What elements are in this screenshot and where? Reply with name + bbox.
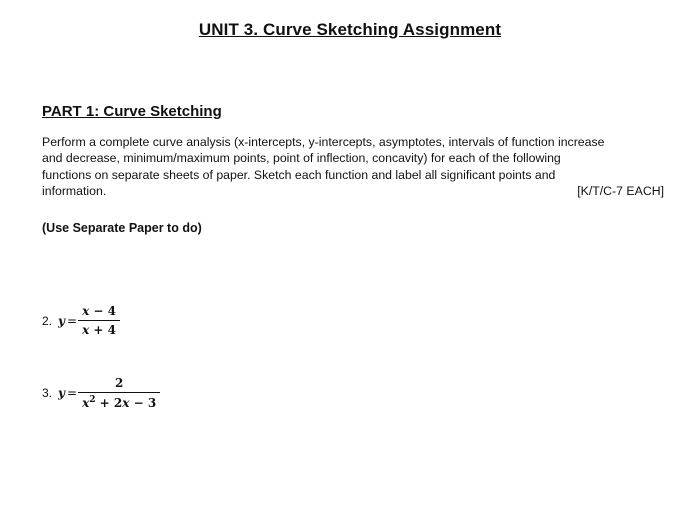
fraction-numerator: 2 bbox=[114, 376, 124, 390]
equals-sign: = bbox=[67, 313, 78, 328]
fraction-denominator bbox=[78, 320, 120, 337]
variable-x: x bbox=[82, 396, 90, 410]
problem-2 bbox=[42, 304, 120, 337]
equation-lhs: y bbox=[58, 313, 65, 328]
denominator-rest: − 3 bbox=[129, 396, 157, 410]
problem-number: 2. bbox=[42, 313, 53, 328]
instruction-line: functions on separate sheets of paper. Sketch each function and label all significant points and bbox=[42, 167, 556, 182]
marks-label: [K/T/C-7 EACH] bbox=[577, 184, 664, 199]
fraction-numerator bbox=[78, 304, 120, 320]
denominator-rest: + 4 bbox=[89, 323, 116, 337]
equation-lhs: y bbox=[58, 386, 65, 400]
denominator-mid: + 2 bbox=[95, 396, 123, 410]
numerator-rest: − 4 bbox=[89, 304, 116, 318]
instruction-line: and decrease, minimum/maximum points, point of inflection, concavity) for each of the following bbox=[42, 151, 561, 166]
fraction bbox=[78, 304, 120, 337]
variable-x: x bbox=[82, 323, 90, 337]
separate-paper-note: (Use Separate Paper to do) bbox=[42, 221, 202, 235]
page-title: UNIT 3. Curve Sketching Assignment bbox=[198, 20, 502, 39]
instructions-paragraph bbox=[42, 134, 664, 200]
part1-heading: PART 1: Curve Sketching bbox=[42, 103, 222, 120]
instruction-line: information. bbox=[42, 184, 107, 199]
equals-sign: = bbox=[67, 386, 78, 400]
instruction-line: Perform a complete curve analysis (x-intercepts, y-intercepts, asymptotes, intervals of function increase bbox=[42, 135, 605, 149]
problem-number: 3. bbox=[42, 386, 53, 400]
variable-x: x bbox=[82, 304, 90, 318]
fraction bbox=[78, 376, 160, 410]
fraction-denominator bbox=[78, 392, 160, 410]
exponent: 2 bbox=[89, 395, 96, 405]
instruction-last-row bbox=[42, 183, 664, 199]
problem-3 bbox=[42, 376, 160, 410]
variable-x: x bbox=[122, 396, 130, 410]
